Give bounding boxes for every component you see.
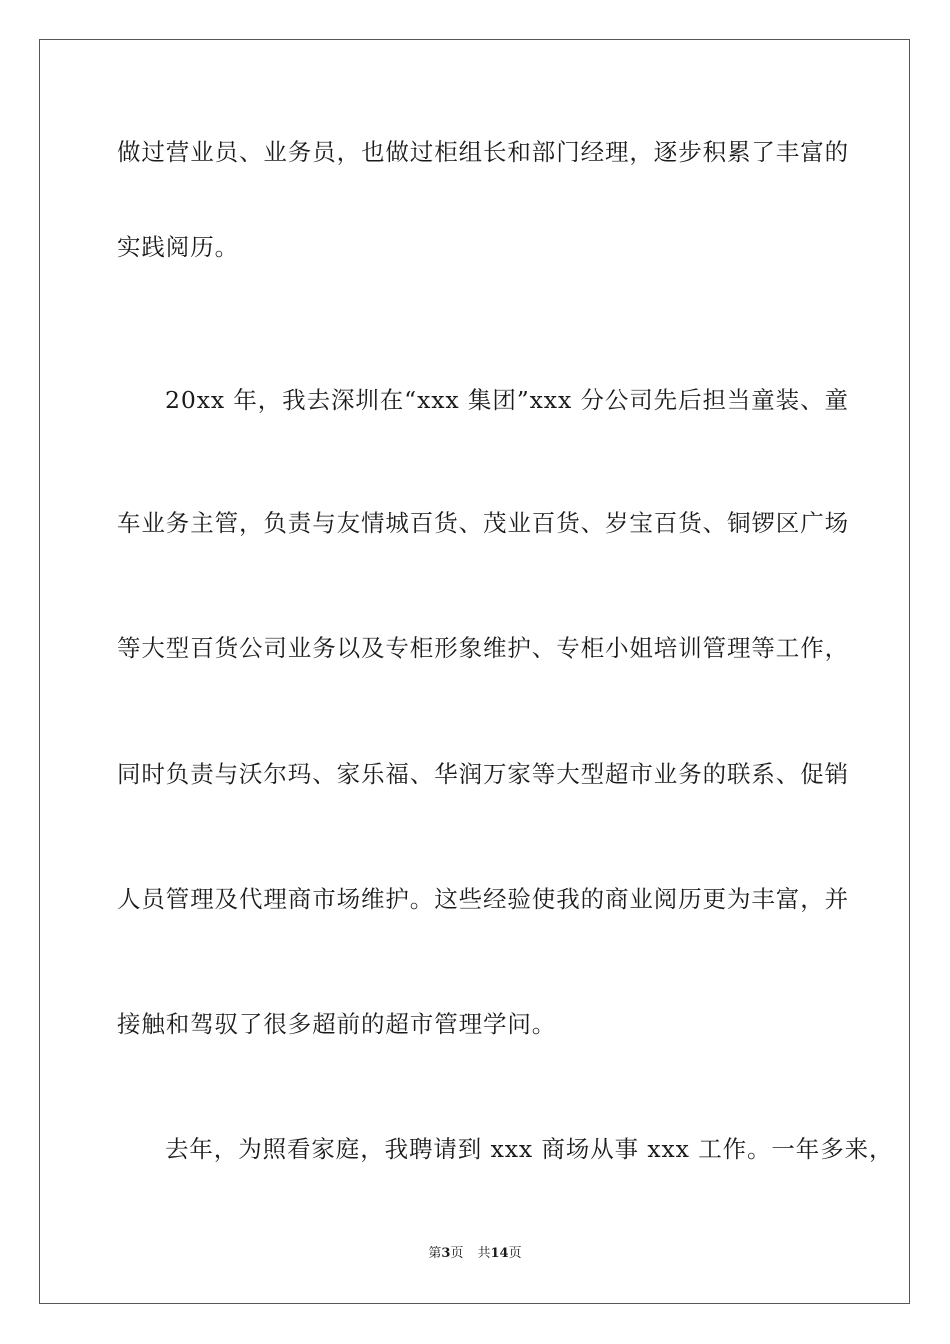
page-border	[39, 39, 910, 1304]
body-text-line: 20xx 年，我去深圳在“xxx 集团”xxx 分公司先后担当童装、童	[165, 386, 849, 414]
page-label-prefix: 第	[428, 1246, 442, 1261]
body-text-line: 同时负责与沃尔玛、家乐福、华润万家等大型超市业务的联系、促销	[117, 760, 849, 788]
page-footer	[0, 1245, 950, 1263]
total-label-suffix: 页	[508, 1246, 522, 1261]
body-text-line: 接触和驾驭了很多超前的超市管理学问。	[117, 1010, 557, 1038]
page-label-suffix: 页	[450, 1246, 464, 1261]
body-text-line: 车业务主管，负责与友情城百货、茂业百货、岁宝百货、铜锣区广场	[117, 509, 849, 537]
body-text-line: 做过营业员、业务员，也做过柜组长和部门经理，逐步积累了丰富的	[117, 138, 849, 166]
total-label-prefix: 共	[477, 1246, 491, 1261]
total-pages: 14	[490, 1246, 509, 1261]
body-text-line: 实践阅历。	[117, 233, 239, 261]
body-text-line: 等大型百货公司业务以及专柜形象维护、专柜小姐培训管理等工作，	[117, 634, 849, 662]
page-number: 3	[441, 1246, 451, 1261]
body-text-line: 去年，为照看家庭，我聘请到 xxx 商场从事 xxx 工作。一年多来，	[165, 1135, 894, 1163]
body-text-line: 人员管理及代理商市场维护。这些经验使我的商业阅历更为丰富，并	[117, 885, 849, 913]
